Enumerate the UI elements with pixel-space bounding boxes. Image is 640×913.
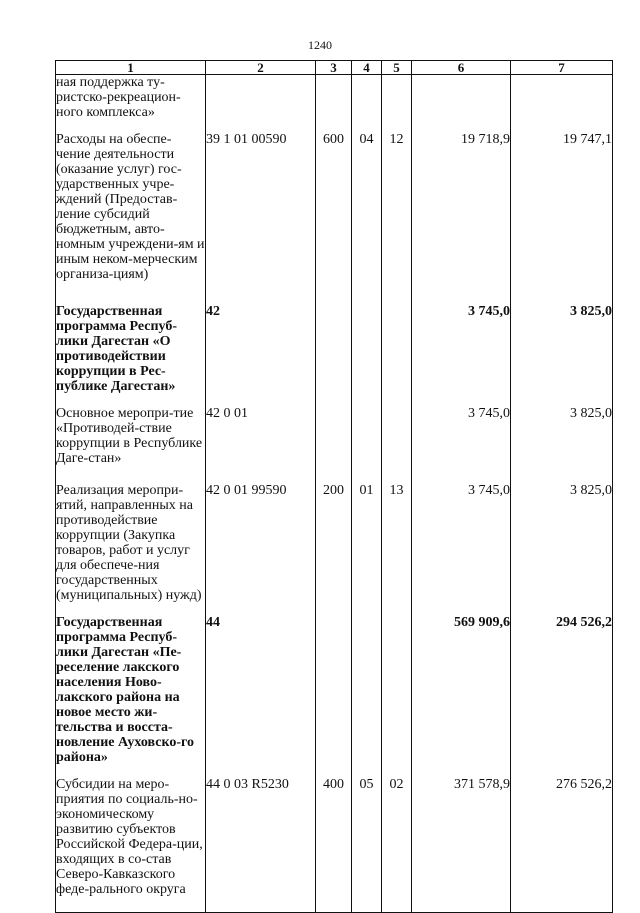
budget-code xyxy=(206,75,316,121)
table-row xyxy=(56,603,613,765)
subsection-code: 02 xyxy=(382,765,412,913)
amount-year-1: 569 909,6 xyxy=(412,603,511,765)
budget-table xyxy=(55,60,613,913)
amount-year-2: 294 526,2 xyxy=(511,603,613,765)
amount-year-2: 3 825,0 xyxy=(511,471,613,603)
amount-year-1: 3 745,0 xyxy=(412,471,511,603)
column-header-5: 5 xyxy=(382,61,412,75)
amount-year-1 xyxy=(412,75,511,121)
amount-year-2: 276 526,2 xyxy=(511,765,613,913)
amount-year-1: 19 718,9 xyxy=(412,120,511,292)
amount-year-1: 3 745,0 xyxy=(412,292,511,394)
section-code xyxy=(352,75,382,121)
subsection-code: 13 xyxy=(382,471,412,603)
expense-type-code: 600 xyxy=(316,120,352,292)
budget-code: 44 0 03 R5230 xyxy=(206,765,316,913)
column-header-6: 6 xyxy=(412,61,511,75)
budget-code: 39 1 01 00590 xyxy=(206,120,316,292)
budget-code: 42 xyxy=(206,292,316,394)
table-row xyxy=(56,471,613,603)
amount-year-2 xyxy=(511,75,613,121)
amount-year-1: 371 578,9 xyxy=(412,765,511,913)
column-number-row xyxy=(56,61,613,75)
item-name: Субсидии на меро-приятия по социаль-но-экономическому развитию субъектов Российской Федера-ции, входящих в со-став Северо-Кавказского феде-рального округа xyxy=(56,765,206,913)
section-code xyxy=(352,394,382,471)
column-header-2: 2 xyxy=(206,61,316,75)
column-header-7: 7 xyxy=(511,61,613,75)
subsection-code xyxy=(382,75,412,121)
expense-type-code xyxy=(316,603,352,765)
item-name: Расходы на обеспе-чение деятельности (оказание услуг) гос-ударственных учре-ждений (Предостав-ление субсидий бюджетным, авто-номным учреждени-ям и иным неком-мерческим организа-циям) xyxy=(56,120,206,292)
table-row xyxy=(56,75,613,121)
table-row xyxy=(56,765,613,913)
expense-type-code xyxy=(316,394,352,471)
section-code xyxy=(352,292,382,394)
amount-year-1: 3 745,0 xyxy=(412,394,511,471)
table-row xyxy=(56,292,613,394)
section-code: 04 xyxy=(352,120,382,292)
column-header-4: 4 xyxy=(352,61,382,75)
column-header-1: 1 xyxy=(56,61,206,75)
subsection-code xyxy=(382,292,412,394)
item-name: Реализация меропри-ятий, направленных на противодействие коррупции (Закупка товаров, работ и услуг для обеспече-ния государственных (муниципальных) нужд) xyxy=(56,471,206,603)
section-code: 01 xyxy=(352,471,382,603)
section-code: 05 xyxy=(352,765,382,913)
expense-type-code xyxy=(316,75,352,121)
budget-code: 42 0 01 xyxy=(206,394,316,471)
budget-code: 44 xyxy=(206,603,316,765)
amount-year-2: 3 825,0 xyxy=(511,394,613,471)
page-number: 1240 xyxy=(308,38,332,52)
expense-type-code: 200 xyxy=(316,471,352,603)
table-row xyxy=(56,394,613,471)
item-name: Основное меропри-тие «Противодей-ствие коррупции в Республике Даге-стан» xyxy=(56,394,206,471)
subsection-code xyxy=(382,394,412,471)
expense-type-code: 400 xyxy=(316,765,352,913)
amount-year-2: 3 825,0 xyxy=(511,292,613,394)
subsection-code xyxy=(382,603,412,765)
item-name: Государственная программа Респуб-лики Дагестан «О противодействии коррупции в Рес-публике Дагестан» xyxy=(56,292,206,394)
table-row xyxy=(56,120,613,292)
amount-year-2: 19 747,1 xyxy=(511,120,613,292)
expense-type-code xyxy=(316,292,352,394)
column-header-3: 3 xyxy=(316,61,352,75)
section-code xyxy=(352,603,382,765)
budget-code: 42 0 01 99590 xyxy=(206,471,316,603)
subsection-code: 12 xyxy=(382,120,412,292)
item-name: ная поддержка ту-ристско-рекреацион-ного комплекса» xyxy=(56,75,206,121)
item-name: Государственная программа Респуб-лики Дагестан «Пе-реселение лакского населения Ново-лакского района на новое место жи-тельства и восста-новление Ауховско-го района» xyxy=(56,603,206,765)
